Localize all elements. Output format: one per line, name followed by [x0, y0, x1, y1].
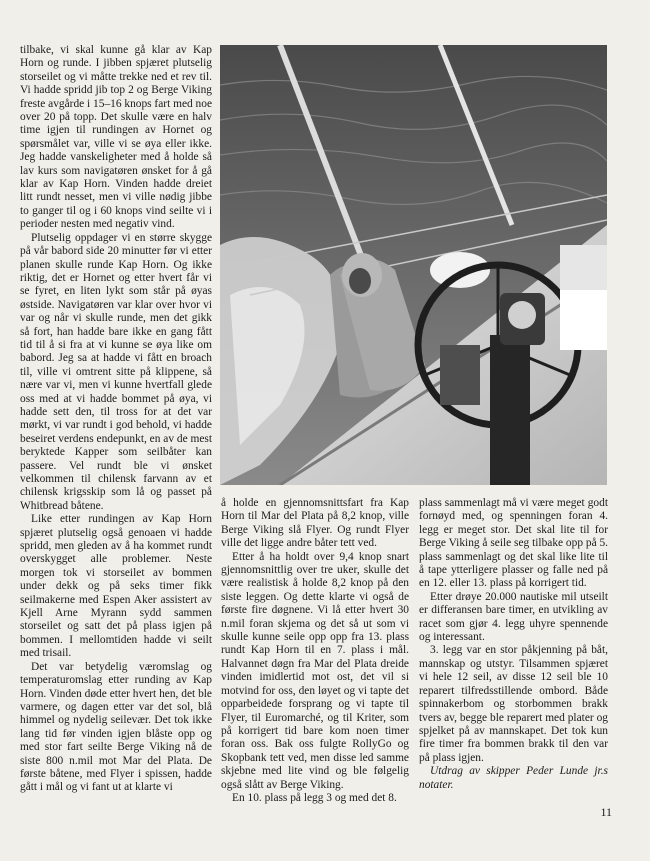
article-paragraph: plass sammenlagt må vi være meget godt fornøyd med, og spenningen foran 4. legg er meget stor. Det skal lite til for Berge Viking å seile seg tilbake opp på 5. plass sammenlagt og det skal like lite til å tape ytterligere plasser og falle ned på en 12. eller 13. plass på korrigert tid. — [419, 497, 609, 590]
article-credit: Utdrag av skipper Peder Lunde jr.s notater. — [419, 765, 608, 791]
article-paragraph: Det var betydelig væromslag og temperaturomslag etter runding av Kap Horn. Vinden døde etter hvert hen, det ble varmere, og dagen etter var det sol, blå himmel og nydelig seilevær. Det tok ikke lang tid før vinden igjen blåste opp og med stor fart seilte Berge Viking nå de siste 800 n.mil mot Mar del Plata. De første båtene, med Flyer i spissen, hadde gått i mål og vi fant ut at klarte vi — [20, 660, 212, 794]
article-paragraph: En 10. plass på legg 3 og med det 8. — [232, 791, 397, 804]
article-paragraph: å holde en gjennomsnittsfart fra Kap Horn til Mar del Plata på 8,2 knop, ville Berge Viking slå Flyer. Og rundt Flyer ville det ligge andre båter tett ved. — [221, 497, 409, 550]
article-column-middle — [221, 497, 409, 804]
article-column-right — [419, 497, 608, 797]
article-column-left — [20, 44, 212, 799]
article-paragraph: 3. legg var en stor påkjenning på båt, mannskap og utstyr. Tilsammen spjæret vi hele 12 seil, av disse 12 seil ble 10 reparert tilfredsstillende ombord. Både spinnakerbom og storbommen brakk tvers av, begge ble reparert med plater og spjelket på av mannskapet. Det tok kun fire timer fra bommen brakk til den var på plass igjen. — [419, 644, 608, 764]
article-paragraph: Etter å ha holdt over 9,4 knop snart gjennomsnittlig over tre uker, skulle det være realistisk å holde 8,2 knop på den siste leggen. Og dette klarte vi også de første fire døgnene. Vi lå etter hvert 30 n.mil foran skjema og det så ut som vi skulle kunne seile opp opp fra 13. plass rundt Kap Horn til en 7. plass i mål. Halvannet døgn fra Mar del Plata dreide vinden imidlertid mot ost, det vil si motvind for oss, den løyet og vi tapte det opparbeidede forsprang og vi tapte til Flyer, til Euromarché, og til Kriter, som på korrigert tid bare kom noen timer foran oss. Bak oss fulgte RollyGo og Skopbank tett ved, men disse led samme skjebne med lite vind og ble følgelig også slått av Berge Viking. — [221, 550, 409, 791]
sailing-photo — [220, 45, 607, 485]
article-paragraph: tilbake, vi skal kunne gå klar av Kap Horn og runde. I jibben spjæret plutselig storseilet og vi måtte trekke ned et rev til. Vi hadde spridd jib top 2 og Berge Viking freste avgårde i 15–16 knops fart med noe over 20 på topp. Det skulle være en halv time igjen til rundingen av Hornet og spørsmålet var, ville vi se øya eller ikke. Jeg hadde vanskeligheter med å holde så lav kurs som navigatøren ønsket for å gå klar av Kap Horn. Vinden hadde dreiet litt rundt nesset, men vi ville nødig jibbe to ganger til og i 60 knops vind seilte vi i perioder nesten med negativ vind. — [20, 44, 212, 231]
article-paragraph: Like etter rundingen av Kap Horn spjæret plutselig også genoaen vi hadde spridd, men gleden av å ha kommet rundt overskygget alle problemer. Neste morgen tok vi storseilet av bommen under dekk og på seks timer fikk seilmakerne med Espen Aker assistert av Kjell Arne Myrann sydd sammen storseilet og satt det på plass igjen på bommen. I mellomtiden hadde vi seilt med trisail. — [20, 513, 212, 660]
sailing-photo-illustration — [220, 45, 607, 485]
page-number: 11 — [600, 805, 612, 819]
article-paragraph: Etter drøye 20.000 nautiske mil utseilt er differansen bare timer, en utvikling av racet som gjør 4. legg uhyre spennende og interessant. — [419, 590, 608, 644]
article-paragraph: Plutselig oppdager vi en større skygge på vår babord side 20 minutter før vi etter planen skulle runde Kap Horn. Og ikke riktig, det er Hornet og etter hvert får vi se fyret, en liten lykt som står på øyas østside. Navigatøren var klar over hvor vi var og når vi skulle runde, men det gikk så fort, han hadde bare ikke en gang fått tid til å si fra at vi kunne se øya like om babord. Jeg sa at hadde vi fått en broach til, ville vi omtrent sitte på klippene, så nære var vi, men vi kunne hvertfall glede oss med at vi hadde bommet på øya, vi hadde sett den, til tross for at det var mørkt, vi var rundt i god behold, vi hadde beseiret verdens endepunkt, en av de mest beryktede Kapper som seilbåter kan passere. Vel rundt ble vi ønsket velkommen til chilensk farvann av et chilensk krigsskip som lå og passet på Whitbread båtene. — [20, 231, 212, 512]
